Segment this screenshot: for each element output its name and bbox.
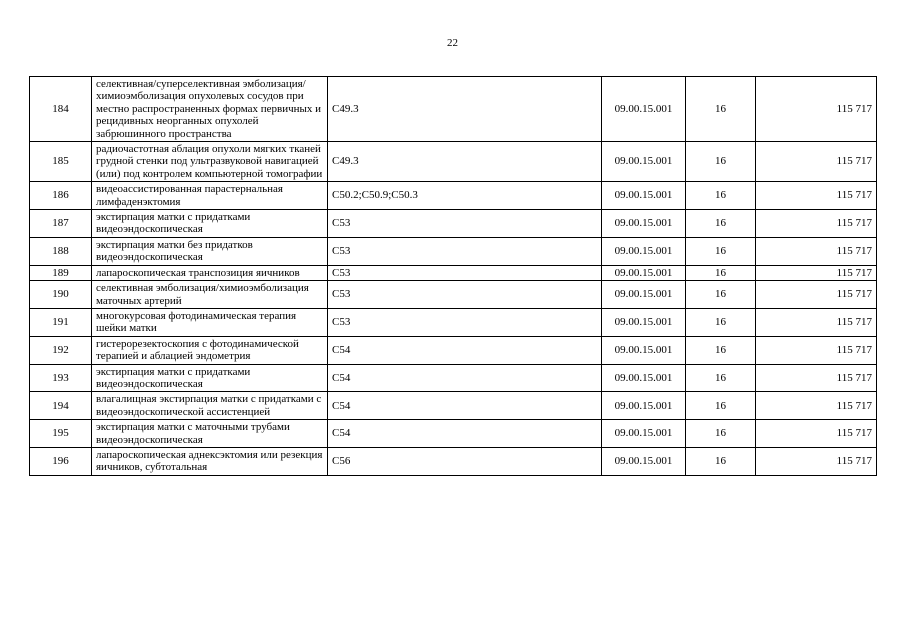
row-number: 194 <box>30 392 92 420</box>
patient-model-code: 09.00.15.001 <box>602 210 686 238</box>
diagnosis-code: C53 <box>328 265 602 280</box>
group-number: 16 <box>686 364 756 392</box>
table-row <box>30 392 877 420</box>
patient-model-code: 09.00.15.001 <box>602 364 686 392</box>
patient-model-code: 09.00.15.001 <box>602 392 686 420</box>
procedures-table <box>29 76 877 476</box>
diagnosis-code: C54 <box>328 392 602 420</box>
row-number: 190 <box>30 281 92 309</box>
row-number: 185 <box>30 142 92 182</box>
procedure-name: гистерорезектоскопия с фотодинамической терапией и аблацией эндометрия <box>92 336 328 364</box>
group-number: 16 <box>686 420 756 448</box>
patient-model-code: 09.00.15.001 <box>602 237 686 265</box>
patient-model-code: 09.00.15.001 <box>602 142 686 182</box>
group-number: 16 <box>686 392 756 420</box>
cost-value: 115 717 <box>756 308 877 336</box>
cost-value: 115 717 <box>756 210 877 238</box>
procedure-name: экстирпация матки с маточными трубами видеоэндоскопическая <box>92 420 328 448</box>
cost-value: 115 717 <box>756 77 877 142</box>
patient-model-code: 09.00.15.001 <box>602 447 686 475</box>
table-row <box>30 336 877 364</box>
cost-value: 115 717 <box>756 392 877 420</box>
group-number: 16 <box>686 281 756 309</box>
diagnosis-code: C53 <box>328 237 602 265</box>
table-row <box>30 77 877 142</box>
group-number: 16 <box>686 447 756 475</box>
row-number: 191 <box>30 308 92 336</box>
group-number: 16 <box>686 336 756 364</box>
procedure-name: многокурсовая фотодинамическая терапия шейки матки <box>92 308 328 336</box>
procedure-name: экстирпация матки с придатками видеоэндоскопическая <box>92 364 328 392</box>
patient-model-code: 09.00.15.001 <box>602 281 686 309</box>
group-number: 16 <box>686 77 756 142</box>
cost-value: 115 717 <box>756 265 877 280</box>
table-row <box>30 182 877 210</box>
row-number: 195 <box>30 420 92 448</box>
cost-value: 115 717 <box>756 182 877 210</box>
diagnosis-code: C54 <box>328 336 602 364</box>
page-number: 22 <box>447 37 458 49</box>
table-row <box>30 420 877 448</box>
patient-model-code: 09.00.15.001 <box>602 182 686 210</box>
patient-model-code: 09.00.15.001 <box>602 77 686 142</box>
procedure-name: селективная/суперселективная эмболизация/химиоэмболизация опухолевых сосудов при местно распространенных формах первичных и рецидивных неорганных опухолей забрюшинного пространства <box>92 77 328 142</box>
cost-value: 115 717 <box>756 336 877 364</box>
table-row <box>30 237 877 265</box>
table-row <box>30 308 877 336</box>
diagnosis-code: C49.3 <box>328 77 602 142</box>
group-number: 16 <box>686 308 756 336</box>
table-row <box>30 265 877 280</box>
procedure-name: видеоассистированная парастернальная лимфаденэктомия <box>92 182 328 210</box>
row-number: 186 <box>30 182 92 210</box>
diagnosis-code: C53 <box>328 281 602 309</box>
table-row <box>30 142 877 182</box>
group-number: 16 <box>686 265 756 280</box>
row-number: 196 <box>30 447 92 475</box>
procedure-name: экстирпация матки без придатков видеоэндоскопическая <box>92 237 328 265</box>
diagnosis-code: C56 <box>328 447 602 475</box>
cost-value: 115 717 <box>756 447 877 475</box>
table-row <box>30 364 877 392</box>
table-row <box>30 210 877 238</box>
diagnosis-code: C49.3 <box>328 142 602 182</box>
cost-value: 115 717 <box>756 420 877 448</box>
table-row <box>30 447 877 475</box>
procedure-name: селективная эмболизация/химиоэмболизация маточных артерий <box>92 281 328 309</box>
diagnosis-code: C53 <box>328 210 602 238</box>
patient-model-code: 09.00.15.001 <box>602 420 686 448</box>
row-number: 187 <box>30 210 92 238</box>
table-row <box>30 281 877 309</box>
cost-value: 115 717 <box>756 237 877 265</box>
diagnosis-code: C50.2;C50.9;C50.3 <box>328 182 602 210</box>
diagnosis-code: C54 <box>328 364 602 392</box>
patient-model-code: 09.00.15.001 <box>602 336 686 364</box>
group-number: 16 <box>686 142 756 182</box>
cost-value: 115 717 <box>756 281 877 309</box>
patient-model-code: 09.00.15.001 <box>602 265 686 280</box>
cost-value: 115 717 <box>756 142 877 182</box>
diagnosis-code: C54 <box>328 420 602 448</box>
procedure-name: лапароскопическая транспозиция яичников <box>92 265 328 280</box>
procedure-name: радиочастотная аблация опухоли мягких тканей грудной стенки под ультразвуковой навигацией (или) под контролем компьютерной томографии <box>92 142 328 182</box>
patient-model-code: 09.00.15.001 <box>602 308 686 336</box>
group-number: 16 <box>686 237 756 265</box>
row-number: 184 <box>30 77 92 142</box>
row-number: 189 <box>30 265 92 280</box>
procedure-name: влагалищная экстирпация матки с придатками с видеоэндоскопической ассистенцией <box>92 392 328 420</box>
group-number: 16 <box>686 210 756 238</box>
diagnosis-code: C53 <box>328 308 602 336</box>
row-number: 192 <box>30 336 92 364</box>
cost-value: 115 717 <box>756 364 877 392</box>
procedure-name: экстирпация матки с придатками видеоэндоскопическая <box>92 210 328 238</box>
group-number: 16 <box>686 182 756 210</box>
row-number: 193 <box>30 364 92 392</box>
row-number: 188 <box>30 237 92 265</box>
procedure-name: лапароскопическая аднексэктомия или резекция яичников, субтотальная <box>92 447 328 475</box>
